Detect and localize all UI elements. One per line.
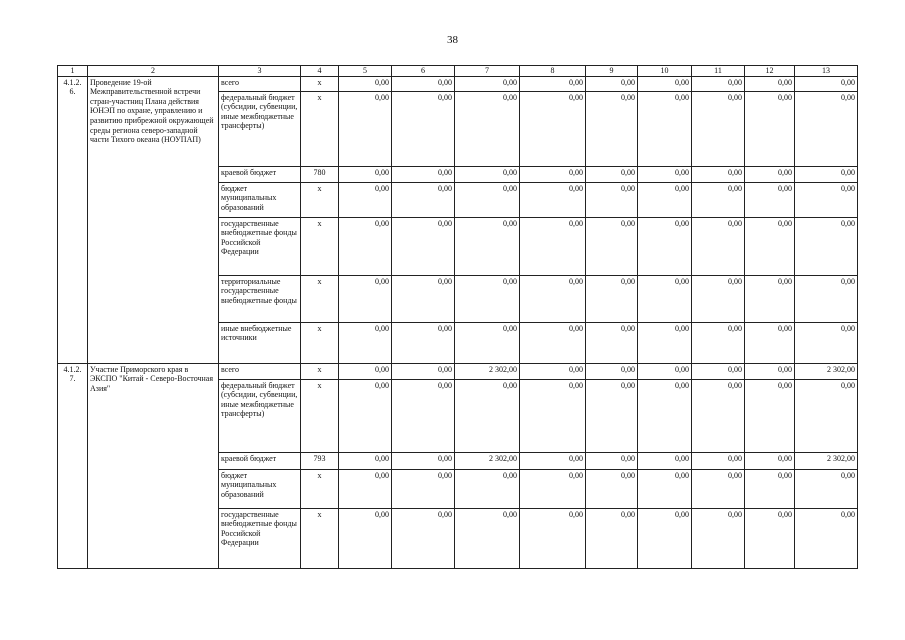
amount-cell: 0,00 bbox=[455, 469, 520, 508]
amount-cell: 0,00 bbox=[692, 166, 745, 182]
amount-cell: 0,00 bbox=[392, 91, 455, 166]
amount-cell: 0,00 bbox=[392, 363, 455, 379]
funding-source: всего bbox=[219, 76, 301, 91]
amount-cell: 0,00 bbox=[520, 322, 586, 363]
amount-cell: 0,00 bbox=[586, 182, 638, 217]
amount-cell: 0,00 bbox=[795, 508, 858, 568]
amount-cell: 0,00 bbox=[392, 76, 455, 91]
column-header: 7 bbox=[455, 66, 520, 77]
amount-cell: 2 302,00 bbox=[455, 452, 520, 469]
amount-cell: 0,00 bbox=[692, 182, 745, 217]
amount-cell: 0,00 bbox=[586, 217, 638, 275]
amount-cell: 0,00 bbox=[692, 76, 745, 91]
amount-cell: 0,00 bbox=[638, 452, 692, 469]
amount-cell: 0,00 bbox=[795, 182, 858, 217]
amount-cell: 0,00 bbox=[339, 182, 392, 217]
amount-cell: 0,00 bbox=[586, 91, 638, 166]
amount-cell: 0,00 bbox=[586, 452, 638, 469]
amount-cell: 0,00 bbox=[520, 469, 586, 508]
amount-cell: 0,00 bbox=[455, 508, 520, 568]
amount-cell: 0,00 bbox=[586, 379, 638, 452]
amount-cell: 0,00 bbox=[520, 275, 586, 322]
item-number: 4.1.2. 7. bbox=[58, 363, 88, 568]
budget-code: х bbox=[301, 379, 339, 452]
amount-cell: 0,00 bbox=[392, 379, 455, 452]
amount-cell: 0,00 bbox=[455, 91, 520, 166]
amount-cell: 0,00 bbox=[392, 166, 455, 182]
budget-code: х bbox=[301, 275, 339, 322]
amount-cell: 0,00 bbox=[339, 217, 392, 275]
funding-source: федеральный бюджет (субсидии, субвенции, иные межбюджетные трансферты) bbox=[219, 91, 301, 166]
amount-cell: 0,00 bbox=[638, 166, 692, 182]
amount-cell: 0,00 bbox=[392, 322, 455, 363]
column-header: 6 bbox=[392, 66, 455, 77]
budget-code: х bbox=[301, 76, 339, 91]
amount-cell: 0,00 bbox=[745, 452, 795, 469]
amount-cell: 0,00 bbox=[455, 217, 520, 275]
column-header: 3 bbox=[219, 66, 301, 77]
budget-code: 780 bbox=[301, 166, 339, 182]
column-header: 11 bbox=[692, 66, 745, 77]
amount-cell: 0,00 bbox=[692, 91, 745, 166]
budget-code: х bbox=[301, 217, 339, 275]
amount-cell: 0,00 bbox=[692, 452, 745, 469]
amount-cell: 0,00 bbox=[795, 275, 858, 322]
amount-cell: 0,00 bbox=[520, 379, 586, 452]
funding-source: всего bbox=[219, 363, 301, 379]
budget-code: х bbox=[301, 322, 339, 363]
amount-cell: 0,00 bbox=[455, 76, 520, 91]
amount-cell: 0,00 bbox=[795, 76, 858, 91]
amount-cell: 2 302,00 bbox=[795, 363, 858, 379]
amount-cell: 0,00 bbox=[339, 76, 392, 91]
column-header: 2 bbox=[88, 66, 219, 77]
amount-cell: 0,00 bbox=[638, 469, 692, 508]
amount-cell: 0,00 bbox=[586, 469, 638, 508]
amount-cell: 0,00 bbox=[692, 217, 745, 275]
amount-cell: 0,00 bbox=[455, 182, 520, 217]
amount-cell: 0,00 bbox=[692, 508, 745, 568]
amount-cell: 0,00 bbox=[692, 379, 745, 452]
page-number: 38 bbox=[447, 34, 458, 46]
amount-cell: 0,00 bbox=[745, 363, 795, 379]
amount-cell: 0,00 bbox=[745, 76, 795, 91]
funding-source: краевой бюджет bbox=[219, 166, 301, 182]
amount-cell: 0,00 bbox=[745, 508, 795, 568]
amount-cell: 0,00 bbox=[638, 76, 692, 91]
funding-source: краевой бюджет bbox=[219, 452, 301, 469]
amount-cell: 0,00 bbox=[692, 322, 745, 363]
budget-code: х bbox=[301, 182, 339, 217]
amount-cell: 0,00 bbox=[392, 469, 455, 508]
amount-cell: 0,00 bbox=[586, 166, 638, 182]
amount-cell: 0,00 bbox=[638, 182, 692, 217]
amount-cell: 0,00 bbox=[586, 322, 638, 363]
amount-cell: 0,00 bbox=[339, 322, 392, 363]
amount-cell: 0,00 bbox=[339, 275, 392, 322]
table-header-row bbox=[58, 66, 858, 77]
column-header: 4 bbox=[301, 66, 339, 77]
funding-source: бюджет муниципальных образований bbox=[219, 182, 301, 217]
amount-cell: 0,00 bbox=[392, 508, 455, 568]
funding-source: государственные внебюджетные фонды Российской Федерации bbox=[219, 508, 301, 568]
funding-source: бюджет муниципальных образований bbox=[219, 469, 301, 508]
amount-cell: 0,00 bbox=[795, 379, 858, 452]
amount-cell: 0,00 bbox=[455, 166, 520, 182]
column-header: 9 bbox=[586, 66, 638, 77]
amount-cell: 0,00 bbox=[692, 275, 745, 322]
amount-cell: 0,00 bbox=[638, 379, 692, 452]
amount-cell: 0,00 bbox=[520, 217, 586, 275]
amount-cell: 0,00 bbox=[692, 469, 745, 508]
budget-code: 793 bbox=[301, 452, 339, 469]
amount-cell: 0,00 bbox=[795, 322, 858, 363]
amount-cell: 0,00 bbox=[339, 363, 392, 379]
amount-cell: 0,00 bbox=[339, 508, 392, 568]
amount-cell: 0,00 bbox=[638, 363, 692, 379]
amount-cell: 0,00 bbox=[455, 275, 520, 322]
amount-cell: 0,00 bbox=[638, 508, 692, 568]
column-header: 8 bbox=[520, 66, 586, 77]
amount-cell: 0,00 bbox=[745, 91, 795, 166]
amount-cell: 0,00 bbox=[520, 91, 586, 166]
column-header: 12 bbox=[745, 66, 795, 77]
amount-cell: 0,00 bbox=[638, 275, 692, 322]
amount-cell: 0,00 bbox=[795, 91, 858, 166]
amount-cell: 0,00 bbox=[586, 76, 638, 91]
amount-cell: 0,00 bbox=[392, 275, 455, 322]
budget-code: х bbox=[301, 91, 339, 166]
item-number: 4.1.2. 6. bbox=[58, 76, 88, 363]
amount-cell: 0,00 bbox=[455, 322, 520, 363]
item-title: Проведение 19-ой Межправительственной встречи стран-участниц Плана действия ЮНЭП по охране, управлению и развитию прибрежной окружающей среды региона северо-западной части Тихого океана (НОУПАП) bbox=[88, 76, 219, 363]
amount-cell: 0,00 bbox=[638, 322, 692, 363]
amount-cell: 0,00 bbox=[745, 166, 795, 182]
column-header: 5 bbox=[339, 66, 392, 77]
amount-cell: 0,00 bbox=[392, 452, 455, 469]
budget-code: х bbox=[301, 469, 339, 508]
budget-code: х bbox=[301, 363, 339, 379]
amount-cell: 0,00 bbox=[455, 379, 520, 452]
table-body bbox=[58, 76, 858, 568]
budget-code: х bbox=[301, 508, 339, 568]
amount-cell: 0,00 bbox=[520, 452, 586, 469]
amount-cell: 2 302,00 bbox=[455, 363, 520, 379]
amount-cell: 0,00 bbox=[339, 452, 392, 469]
amount-cell: 0,00 bbox=[745, 275, 795, 322]
amount-cell: 0,00 bbox=[520, 182, 586, 217]
amount-cell: 0,00 bbox=[745, 217, 795, 275]
amount-cell: 2 302,00 bbox=[795, 452, 858, 469]
amount-cell: 0,00 bbox=[745, 379, 795, 452]
budget-table bbox=[57, 65, 858, 569]
item-title: Участие Приморского края в ЭКСПО "Китай - Северо-Восточная Азия" bbox=[88, 363, 219, 568]
amount-cell: 0,00 bbox=[586, 275, 638, 322]
amount-cell: 0,00 bbox=[339, 91, 392, 166]
amount-cell: 0,00 bbox=[795, 469, 858, 508]
column-header: 13 bbox=[795, 66, 858, 77]
funding-source: территориальные государственные внебюджетные фонды bbox=[219, 275, 301, 322]
amount-cell: 0,00 bbox=[392, 217, 455, 275]
amount-cell: 0,00 bbox=[520, 508, 586, 568]
amount-cell: 0,00 bbox=[795, 217, 858, 275]
amount-cell: 0,00 bbox=[339, 166, 392, 182]
amount-cell: 0,00 bbox=[745, 322, 795, 363]
table-row bbox=[58, 363, 858, 379]
amount-cell: 0,00 bbox=[795, 166, 858, 182]
funding-source: государственные внебюджетные фонды Российской Федерации bbox=[219, 217, 301, 275]
amount-cell: 0,00 bbox=[392, 182, 455, 217]
column-header: 10 bbox=[638, 66, 692, 77]
amount-cell: 0,00 bbox=[520, 166, 586, 182]
amount-cell: 0,00 bbox=[586, 363, 638, 379]
amount-cell: 0,00 bbox=[339, 379, 392, 452]
amount-cell: 0,00 bbox=[520, 76, 586, 91]
funding-source: федеральный бюджет (субсидии, субвенции, иные межбюджетные трансферты) bbox=[219, 379, 301, 452]
amount-cell: 0,00 bbox=[638, 217, 692, 275]
funding-source: иные внебюджетные источники bbox=[219, 322, 301, 363]
amount-cell: 0,00 bbox=[745, 469, 795, 508]
amount-cell: 0,00 bbox=[745, 182, 795, 217]
table-row bbox=[58, 76, 858, 91]
column-header: 1 bbox=[58, 66, 88, 77]
amount-cell: 0,00 bbox=[692, 363, 745, 379]
amount-cell: 0,00 bbox=[339, 469, 392, 508]
amount-cell: 0,00 bbox=[586, 508, 638, 568]
amount-cell: 0,00 bbox=[520, 363, 586, 379]
amount-cell: 0,00 bbox=[638, 91, 692, 166]
